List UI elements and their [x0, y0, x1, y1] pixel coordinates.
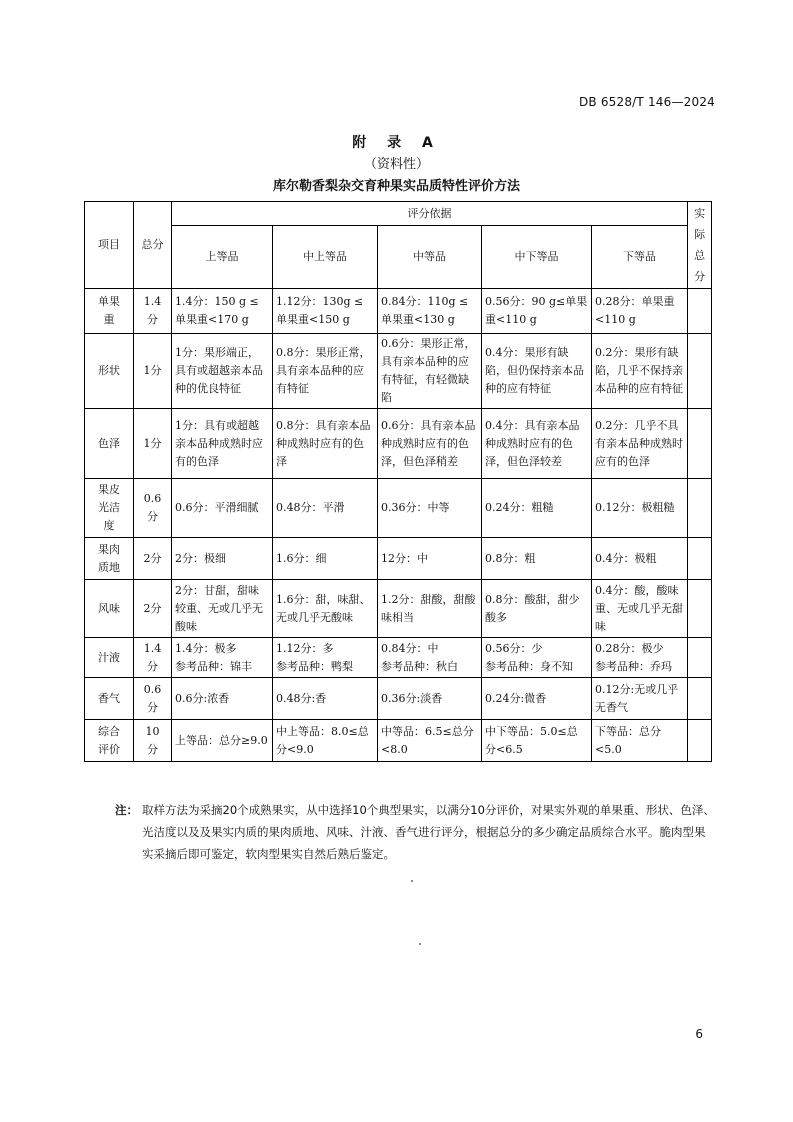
table-row	[85, 638, 712, 678]
grade-cell: 0.84分：110g ≤单果重<130 g	[378, 289, 482, 334]
table-title: 库尔勒香梨杂交育种果实品质特性评价方法	[272, 179, 520, 194]
grade-cell: 0.28分：单果重<110 g	[592, 289, 688, 334]
note-label: 注：	[115, 803, 138, 817]
row-total: 2分	[134, 538, 172, 580]
table-row	[85, 678, 712, 720]
grade-cell: 0.56分：90 g≤单果重<110 g	[482, 289, 592, 334]
grade-cell: 0.48分：平滑	[273, 479, 378, 538]
grade-cell: 0.12分:无或几乎无香气	[592, 678, 688, 720]
grade-cell: 0.24分：粗糙	[482, 479, 592, 538]
note-text: 取样方法为采摘20个成熟果实，从中选择10个典型果实，以满分10分评价，对果实外观的单果重、形状、色泽、光洁度以及及果实内质的果肉质地、风味、汁液、香气进行评分，根据总分的多少确定品质综合水平。脆肉型果实采摘后即可鉴定，软肉型果实自然后熟后鉴定。	[142, 803, 715, 861]
header-grade: 中下等品	[482, 226, 592, 289]
row-total: 1分	[134, 334, 172, 409]
grade-cell: 0.8分：具有亲本品种成熟时应有的色泽	[273, 409, 378, 479]
table-row	[85, 538, 712, 580]
grade-cell: 0.28分：极少 参考品种：乔玛	[592, 638, 688, 678]
actual-score-cell	[688, 289, 712, 334]
scan-dot	[419, 943, 421, 945]
header-item: 项目	[85, 202, 134, 289]
grade-cell: 1.12分：多 参考品种：鸭梨	[273, 638, 378, 678]
grade-cell: 中上等品：8.0≤总分<9.0	[273, 720, 378, 762]
table-row	[85, 479, 712, 538]
grade-cell: 0.2分：几乎不具有亲本品种成熟时应有的色泽	[592, 409, 688, 479]
grade-cell: 1.4分：150 g ≤单果重<170 g	[172, 289, 273, 334]
row-total: 2分	[134, 580, 172, 638]
grade-cell: 0.8分：酸甜，甜少酸多	[482, 580, 592, 638]
grade-cell: 0.12分：极粗糙	[592, 479, 688, 538]
row-total: 1分	[134, 409, 172, 479]
document-code: DB 6528/T 146—2024	[578, 95, 715, 109]
header-grade: 下等品	[592, 226, 688, 289]
scan-dot	[411, 880, 413, 882]
table-row	[85, 580, 712, 638]
row-total: 1.4分	[134, 638, 172, 678]
grade-cell: 0.4分：果形有缺陷，但仍保持亲本品种的应有特征	[482, 334, 592, 409]
row-total: 10分	[134, 720, 172, 762]
grade-cell: 0.36分:淡香	[378, 678, 482, 720]
row-item: 汁液	[85, 638, 134, 678]
table-row	[85, 334, 712, 409]
row-total: 0.6分	[134, 479, 172, 538]
appendix-title: 附 录 A	[352, 135, 441, 151]
grade-cell: 1.6分：甜，味甜、无或几乎无酸味	[273, 580, 378, 638]
grade-cell: 1.2分：甜酸，甜酸味相当	[378, 580, 482, 638]
page-number: 6	[695, 1027, 703, 1041]
header-grade: 上等品	[172, 226, 273, 289]
table-row	[85, 289, 712, 334]
grade-cell: 0.6分：果形正常，具有亲本品种的应有特征，有轻微缺陷	[378, 334, 482, 409]
header-grade: 中上等品	[273, 226, 378, 289]
grade-cell: 12分：中	[378, 538, 482, 580]
grade-cell: 0.2分：果形有缺陷，几乎不保持亲本品种的应有特征	[592, 334, 688, 409]
table-note	[115, 799, 716, 865]
grade-cell: 中下等品：5.0≤总分<6.5	[482, 720, 592, 762]
row-total: 0.6分	[134, 678, 172, 720]
appendix-nature: （资料性）	[363, 157, 429, 172]
actual-score-cell	[688, 538, 712, 580]
row-item: 果肉质地	[85, 538, 134, 580]
actual-score-cell	[688, 720, 712, 762]
grade-cell: 1.4分：极多 参考品种：锦丰	[172, 638, 273, 678]
row-item: 单果重	[85, 289, 134, 334]
grade-cell: 1分：果形端正，具有或超越亲本品种的优良特征	[172, 334, 273, 409]
grade-cell: 0.84分：中 参考品种：秋白	[378, 638, 482, 678]
header-basis: 评分依据	[172, 202, 688, 226]
table-row	[85, 409, 712, 479]
grade-cell: 0.24分:微香	[482, 678, 592, 720]
grade-cell: 下等品：总分<5.0	[592, 720, 688, 762]
actual-score-cell	[688, 334, 712, 409]
table-row	[85, 720, 712, 762]
actual-score-cell	[688, 580, 712, 638]
grade-cell: 2分：极细	[172, 538, 273, 580]
grade-cell: 0.4分：具有亲本品种成熟时应有的色泽，但色泽较差	[482, 409, 592, 479]
grade-cell: 0.36分：中等	[378, 479, 482, 538]
grade-cell: 0.56分：少 参考品种：身不知	[482, 638, 592, 678]
row-item: 风味	[85, 580, 134, 638]
grade-cell: 0.4分：极粗	[592, 538, 688, 580]
grade-cell: 1.12分：130g ≤单果重<150 g	[273, 289, 378, 334]
grade-cell: 中等品：6.5≤总分<8.0	[378, 720, 482, 762]
row-item: 香气	[85, 678, 134, 720]
row-item: 综合评价	[85, 720, 134, 762]
row-item: 色泽	[85, 409, 134, 479]
grade-cell: 0.6分:浓香	[172, 678, 273, 720]
grade-cell: 0.6分：平滑细腻	[172, 479, 273, 538]
evaluation-table	[84, 201, 712, 762]
grade-cell: 2分：甘甜，甜味较重、无或几乎无酸味	[172, 580, 273, 638]
actual-score-cell	[688, 479, 712, 538]
actual-score-cell	[688, 678, 712, 720]
grade-cell: 0.48分:香	[273, 678, 378, 720]
grade-cell: 上等品：总分≥9.0	[172, 720, 273, 762]
grade-cell: 0.4分：酸，酸味重、无或几乎无甜味	[592, 580, 688, 638]
grade-cell: 0.8分：粗	[482, 538, 592, 580]
row-item: 形状	[85, 334, 134, 409]
grade-cell: 0.6分：具有亲本品种成熟时应有的色泽，但色泽稍差	[378, 409, 482, 479]
actual-score-cell	[688, 409, 712, 479]
header-actual: 实际总分	[688, 202, 712, 289]
grade-cell: 1.6分：细	[273, 538, 378, 580]
header-grade: 中等品	[378, 226, 482, 289]
row-total: 1.4分	[134, 289, 172, 334]
header-total: 总分	[134, 202, 172, 289]
grade-cell: 1分：具有或超越亲本品种成熟时应有的色泽	[172, 409, 273, 479]
grade-cell: 0.8分：果形正常，具有亲本品种的应有特征	[273, 334, 378, 409]
row-item: 果皮光洁度	[85, 479, 134, 538]
actual-score-cell	[688, 638, 712, 678]
